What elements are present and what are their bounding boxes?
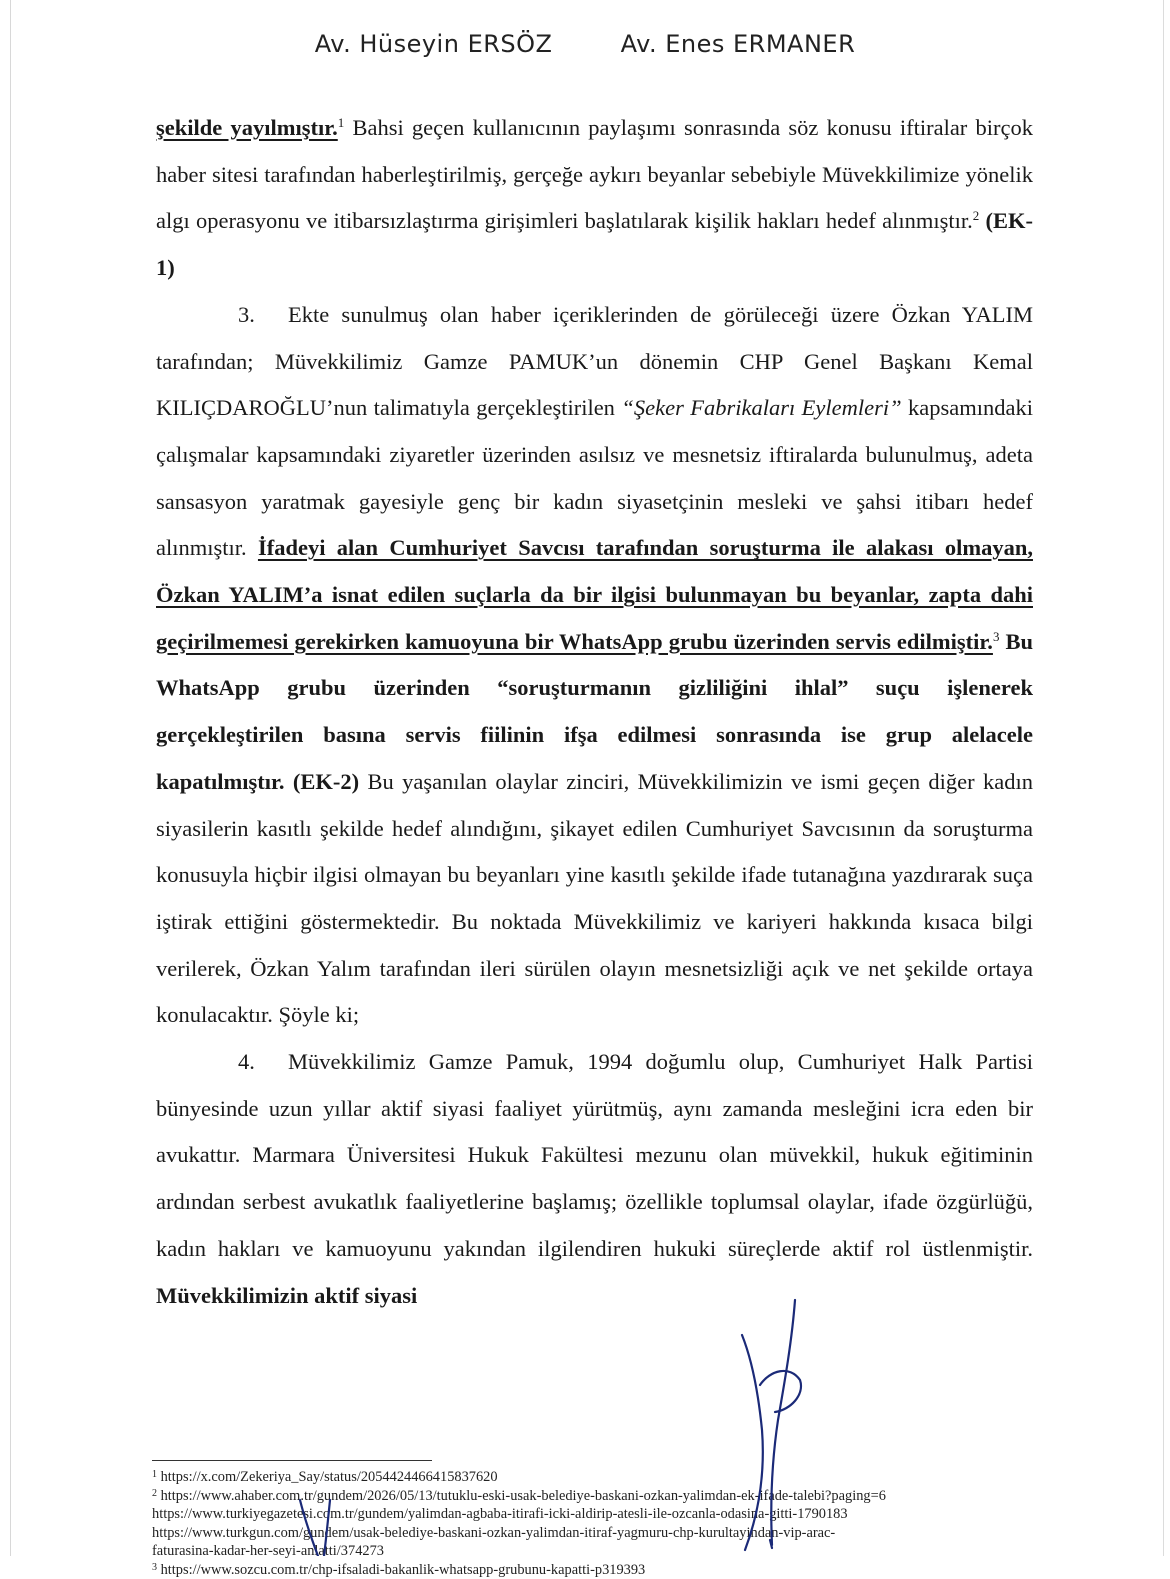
footnote-divider: [152, 1460, 432, 1461]
paragraph-text: Bu yaşanılan olaylar zinciri, Müvekkilimizin ve ismi geçen diğer kadın siyasilerin kasıtlı şekilde hedef alındığını, şikayet edilen Cumhuriyet Savcısının da soruşturma konusuyla hiçbir ilgisi olmayan bu beyanları yine kasıtlı şekilde ifade tutanağına yazdırarak suça iştirak ettiğini göstermektedir. Bu noktada Müvekkilimiz ve kariyeri hakkında kısaca bilgi verilerek, Özkan Yalım tarafından ileri sürülen olayın mesnetsizliği açık ve net şekilde ortaya konulacaktır. Şöyle ki;: [156, 769, 1033, 1028]
footnote-line: [152, 1524, 1042, 1543]
letterhead-lawyer-1: Av. Hüseyin ERSÖZ: [315, 30, 553, 58]
footnotes: [152, 1468, 1042, 1579]
paragraph-number-3: 3.: [238, 292, 288, 339]
paragraph-text: Ekte sunulmuş olan haber içeriklerinden de görüleceği üzere Özkan YALIM tarafından; Müvekkilimiz Gamze PAMUK’un dönemin CHP Genel Başkanı Kemal KILIÇDAROĞLU’nun talimatıyla gerçekleştirilen: [156, 302, 1033, 420]
paragraph-text: kapsamındaki çalışmalar kapsamındaki ziyaretler üzerinden asılsız ve mesnetsiz iftiralarda bulunulmuş, adeta sansasyon yaratmak gayesiyle genç bir kadın siyasetçinin mesleki ve şahsi itibarı hedef alınmıştır.: [156, 395, 1033, 560]
page-edge-right: [1163, 0, 1164, 1556]
letterhead-lawyer-2: Av. Enes ERMANER: [621, 30, 856, 58]
paragraph-text: Müvekkilimiz Gamze Pamuk, 1994 doğumlu olup, Cumhuriyet Halk Partisi bünyesinde uzun yıllar aktif siyasi faaliyet yürütmüş, aynı zamanda mesleğini icra eden bir avukattır. Marmara Üniversitesi Hukuk Fakültesi mezunu olan müvekkil, hukuk eğitiminin ardından serbest avukatlık faaliyetlerine başlamış; özellikle toplumsal olaylar, ifade özgürlüğü, kadın hakları ve kamuoyunu yakından ilgilendiren hukuki süreçlerde aktif rol üstlenmiştir.: [156, 1049, 1033, 1261]
underlined-phrase: şekilde yayılmıştır.: [156, 115, 338, 140]
bold-passage: Müvekkilimizin aktif siyasi: [156, 1283, 417, 1308]
paragraph-text: Bahsi geçen kullanıcının paylaşımı sonrasında söz konusu iftiralar birçok haber sitesi tarafından haberleştirilmiş, gerçeğe aykırı beyanlar sebebiyle Müvekkilimize yönelik algı operasyonu ve itibarsızlaştırma girişimleri başlatılarak kişilik hakları hedef alınmıştır.: [156, 115, 1033, 233]
footnote-link: https://www.ahaber.com.tr/gundem/2026/05/13/tutuklu-eski-usak-belediye-baskani-ozkan-yalimdan-ek-ifade-talebi?paging=6: [161, 1488, 886, 1504]
footnote-link: faturasina-kadar-her-seyi-anlatti/374273: [152, 1543, 384, 1559]
footnote-line: [152, 1561, 1042, 1579]
paragraph-3: [156, 292, 1033, 1039]
italic-phrase: “Şeker Fabrikaları Eylemleri”: [621, 395, 901, 420]
paragraph-4: [156, 1039, 1033, 1319]
footnote-line: [152, 1468, 1042, 1487]
paragraph-continuation: [156, 105, 1033, 292]
footnote-link: https://www.turkiyegazetesi.com.tr/gundem/yalimdan-agbaba-itirafi-icki-aldirip-atesli-ile-ozcanla-odasina-gitti-1790183: [152, 1506, 848, 1522]
footnote-line: [152, 1487, 1042, 1506]
bold-passage: Bu WhatsApp grubu üzerinden “soruşturmanın gizliliğini ihlal” suçu işlenerek gerçekleştirilen basına servis fiilinin ifşa edilmesi sonrasında ise grup alelacele kapatılmıştır. (EK-2): [156, 629, 1033, 794]
footnote-number: 1: [152, 1469, 157, 1480]
paragraph-number-4: 4.: [238, 1039, 288, 1086]
footnote-link: https://www.turkgun.com/gundem/usak-belediye-baskani-ozkan-yalimdan-itiraf-yagmuru-chp-kurultayindan-vip-arac-: [152, 1525, 835, 1541]
underlined-bold-passage: İfadeyi alan Cumhuriyet Savcısı tarafından soruşturma ile alakası olmayan, Özkan YALIM’a isnat edilen suçlarla da bir ilgisi bulunmayan bu beyanlar, zapta dahi geçirilmemesi gerekirken kamuoyuna bir WhatsApp grubu üzerinden servis edilmiştir.: [156, 535, 1033, 653]
footnote-ref-1: 1: [338, 115, 345, 130]
footnote-link: https://www.sozcu.com.tr/chp-ifsaladi-bakanlik-whatsapp-grubunu-kapatti-p319393: [161, 1562, 646, 1578]
footnote-ref-3: 3: [993, 629, 1000, 644]
footnote-line: [152, 1542, 1042, 1561]
exhibit-ref-1: (EK-1): [156, 208, 1033, 280]
page-edge-left: [10, 0, 11, 1556]
footnote-ref-2: 2: [973, 208, 980, 223]
footnote-number: 3: [152, 1562, 157, 1573]
footnote-line: [152, 1505, 1042, 1524]
footnote-link: https://x.com/Zekeriya_Say/status/2054424466415837620: [161, 1469, 498, 1485]
footnote-number: 2: [152, 1488, 157, 1499]
document-body: [156, 105, 1033, 1319]
letterhead: [0, 30, 1170, 58]
